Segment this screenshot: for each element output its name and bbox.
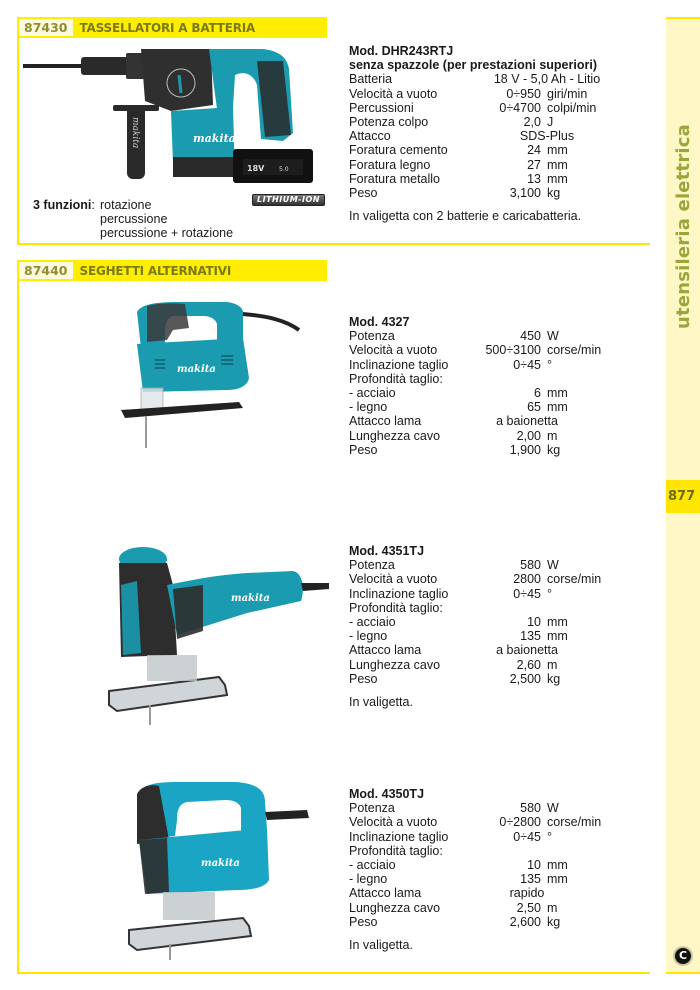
spec-row: - legno 135 mm — [349, 629, 568, 644]
spec-row: Foratura metallo 13 mm — [349, 171, 568, 186]
spec-row: Profondità taglio: — [349, 843, 443, 858]
svg-text:makita: makita — [177, 364, 216, 375]
model-name: Mod. 4351TJ — [349, 544, 425, 558]
spec-row: Attacco SDS-Plus — [349, 129, 575, 144]
spec-row: Peso 1,900 kg — [349, 442, 561, 457]
spec-block-4327 — [349, 315, 607, 457]
spec-row: Peso 2,500 kg — [349, 671, 561, 686]
svg-text:makita: makita — [231, 593, 270, 604]
product-note: In valigetta. — [349, 694, 413, 709]
spec-row: Potenza 450 W — [349, 329, 559, 344]
model-name: Mod. 4327 — [349, 315, 410, 329]
section-title: TASSELLATORI A BATTERIA — [79, 20, 256, 35]
spec-row: Velocità a vuoto 0÷950 giri/min — [349, 86, 588, 101]
section-title: SEGHETTI ALTERNATIVI — [79, 263, 232, 278]
section-code: 87440 — [19, 262, 73, 279]
spec-row: Lunghezza cavo 2,50 m — [349, 900, 558, 915]
makita-jigsaw-4350tj-icon — [117, 780, 327, 960]
svg-text:makita: makita — [193, 132, 236, 145]
svg-text:18V: 18V — [247, 164, 265, 173]
spec-row: - legno 135 mm — [349, 872, 568, 887]
spec-row: Velocità a vuoto 2800 corse/min — [349, 572, 602, 587]
spec-row: Potenza 580 W — [349, 801, 559, 816]
spec-row: - acciaio 10 mm — [349, 857, 568, 872]
spec-row: Lunghezza cavo 2,00 m — [349, 428, 558, 443]
makita-jigsaw-4327-icon — [117, 300, 317, 450]
spec-row: Potenza colpo 2,0 J — [349, 114, 554, 129]
spec-row: Attacco lama rapido — [349, 886, 545, 901]
spec-row: Peso 2,600 kg — [349, 914, 561, 929]
svg-text:makita: makita — [201, 858, 240, 869]
functions-label: 3 funzioni: — [33, 198, 95, 212]
function-item: percussione + rotazione — [100, 226, 234, 241]
spec-block-4350tj — [349, 787, 607, 952]
spec-block-4351tj — [349, 544, 607, 709]
spec-row: Percussioni 0÷4700 colpi/min — [349, 100, 597, 115]
spec-row: Batteria 18 V - 5,0 Ah - Litio — [349, 72, 601, 87]
section-jigsaws — [17, 260, 650, 974]
spec-row: Inclinazione taglio 0÷45 ° — [349, 357, 552, 372]
lithium-ion-badge: LITHIUM-ION — [252, 194, 325, 206]
spec-row: Profondità taglio: — [349, 371, 443, 386]
makita-cordless-rotary-hammer-icon — [21, 45, 333, 195]
spec-row: Attacco lama a baionetta — [349, 643, 558, 658]
functions-items — [100, 198, 233, 241]
section-header — [17, 260, 327, 281]
section-code: 87430 — [19, 19, 73, 36]
spec-row: - acciaio 6 mm — [349, 385, 568, 400]
section-header — [17, 17, 327, 38]
spec-row: Profondità taglio: — [349, 600, 443, 615]
spec-row: Velocità a vuoto 500÷3100 corse/min — [349, 343, 602, 358]
spec-row: Foratura cemento 24 mm — [349, 143, 568, 158]
product-note: In valigetta. — [349, 937, 413, 952]
section-cordless-hammers — [17, 17, 650, 245]
spec-row: Velocità a vuoto 0÷2800 corse/min — [349, 815, 602, 830]
spec-row: Inclinazione taglio 0÷45 ° — [349, 829, 552, 844]
spec-row: Inclinazione taglio 0÷45 ° — [349, 586, 552, 601]
model-name: Mod. DHR243RTJ — [349, 44, 454, 58]
product-note: In valigetta con 2 batterie e caricabatteria. — [349, 209, 582, 224]
function-item: rotazione — [100, 198, 152, 212]
spec-row: - legno 65 mm — [349, 400, 568, 415]
brand-logo-icon: C — [675, 948, 691, 964]
spec-row: Peso 3,100 kg — [349, 185, 561, 200]
spec-block-dhr243rtj — [349, 44, 627, 223]
model-subtitle: senza spazzole (per prestazioni superiori) — [349, 58, 597, 73]
makita-jigsaw-4351tj-icon — [107, 545, 332, 725]
spec-row: - acciaio 10 mm — [349, 614, 568, 629]
page-number: 877 — [666, 480, 700, 513]
category-sidebar — [666, 17, 700, 974]
spec-row: Lunghezza cavo 2,60 m — [349, 657, 558, 672]
svg-text:5.0: 5.0 — [279, 166, 289, 173]
spec-row: Foratura legno 27 mm — [349, 157, 568, 172]
model-name: Mod. 4350TJ — [349, 787, 425, 801]
svg-text:makita: makita — [130, 117, 140, 149]
spec-row: Potenza 580 W — [349, 558, 559, 573]
category-title: utensileria elettrica — [672, 123, 694, 329]
function-item: percussione — [100, 212, 168, 227]
spec-row: Attacco lama a baionetta — [349, 414, 558, 429]
